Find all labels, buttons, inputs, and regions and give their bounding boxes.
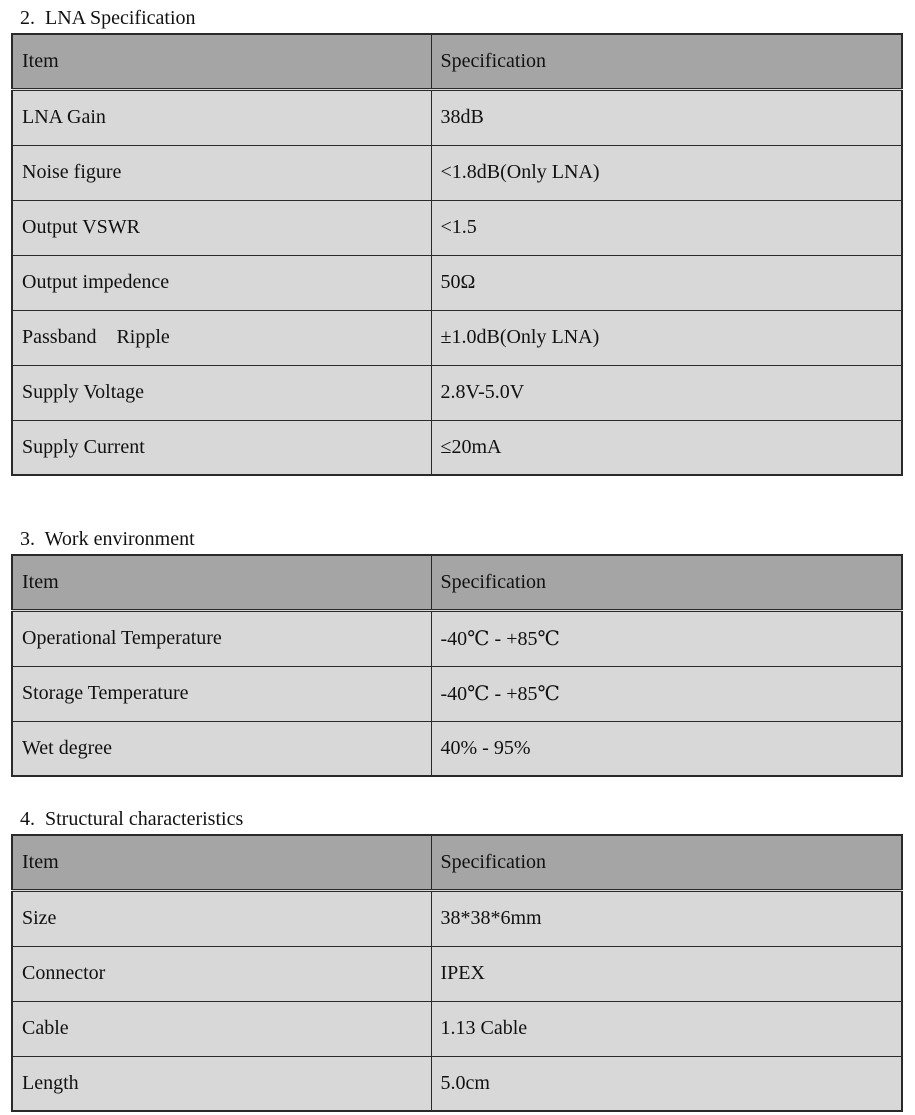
spec-cell: ±1.0dB(Only LNA) — [431, 310, 902, 365]
item-cell: Noise figure — [12, 145, 431, 200]
spec-cell: 38*38*6mm — [431, 890, 902, 946]
item-cell: Operational Temperature — [12, 610, 431, 666]
table-row — [12, 255, 902, 310]
table-row — [12, 200, 902, 255]
spec-cell: 40% - 95% — [431, 721, 902, 776]
column-header-specification: Specification — [431, 835, 902, 890]
table-row — [12, 145, 902, 200]
item-cell: Supply Current — [12, 420, 431, 475]
table-row — [12, 610, 902, 666]
column-header-item: Item — [12, 34, 431, 89]
spec-cell: <1.8dB(Only LNA) — [431, 145, 902, 200]
spec-cell: 5.0cm — [431, 1056, 902, 1111]
table-row — [12, 721, 902, 776]
section-title: 4. Structural characteristics — [20, 808, 244, 830]
column-header-specification: Specification — [431, 34, 902, 89]
spec-cell: 2.8V-5.0V — [431, 365, 902, 420]
spec-cell: 1.13 Cable — [431, 1001, 902, 1056]
table-row — [12, 946, 902, 1001]
spec-cell: <1.5 — [431, 200, 902, 255]
item-cell: Connector — [12, 946, 431, 1001]
table-row — [12, 365, 902, 420]
table-row — [12, 1056, 902, 1111]
table-row — [12, 1001, 902, 1056]
spec-cell: -40℃ - +85℃ — [431, 610, 902, 666]
structural-characteristics-table — [11, 834, 903, 1112]
item-cell: Length — [12, 1056, 431, 1111]
item-cell: Cable — [12, 1001, 431, 1056]
spec-cell: ≤20mA — [431, 420, 902, 475]
item-cell: Output impedence — [12, 255, 431, 310]
table-header-row — [12, 555, 902, 610]
table-row — [12, 420, 902, 475]
spec-cell: 38dB — [431, 89, 902, 145]
item-cell: Storage Temperature — [12, 666, 431, 721]
work-environment-table — [11, 554, 903, 777]
table-header-row — [12, 835, 902, 890]
section-title: 3. Work environment — [20, 528, 195, 550]
table-row — [12, 666, 902, 721]
table-row — [12, 310, 902, 365]
lna-spec-table — [11, 33, 903, 476]
item-cell: Wet degree — [12, 721, 431, 776]
section-title: 2. LNA Specification — [20, 7, 196, 29]
item-cell: Supply Voltage — [12, 365, 431, 420]
spec-cell: 50Ω — [431, 255, 902, 310]
column-header-item: Item — [12, 555, 431, 610]
table-row — [12, 89, 902, 145]
column-header-item: Item — [12, 835, 431, 890]
item-cell: Passband Ripple — [12, 310, 431, 365]
spec-cell: IPEX — [431, 946, 902, 1001]
item-cell: LNA Gain — [12, 89, 431, 145]
table-row — [12, 890, 902, 946]
item-cell: Size — [12, 890, 431, 946]
spec-cell: -40℃ - +85℃ — [431, 666, 902, 721]
column-header-specification: Specification — [431, 555, 902, 610]
item-cell: Output VSWR — [12, 200, 431, 255]
table-header-row — [12, 34, 902, 89]
